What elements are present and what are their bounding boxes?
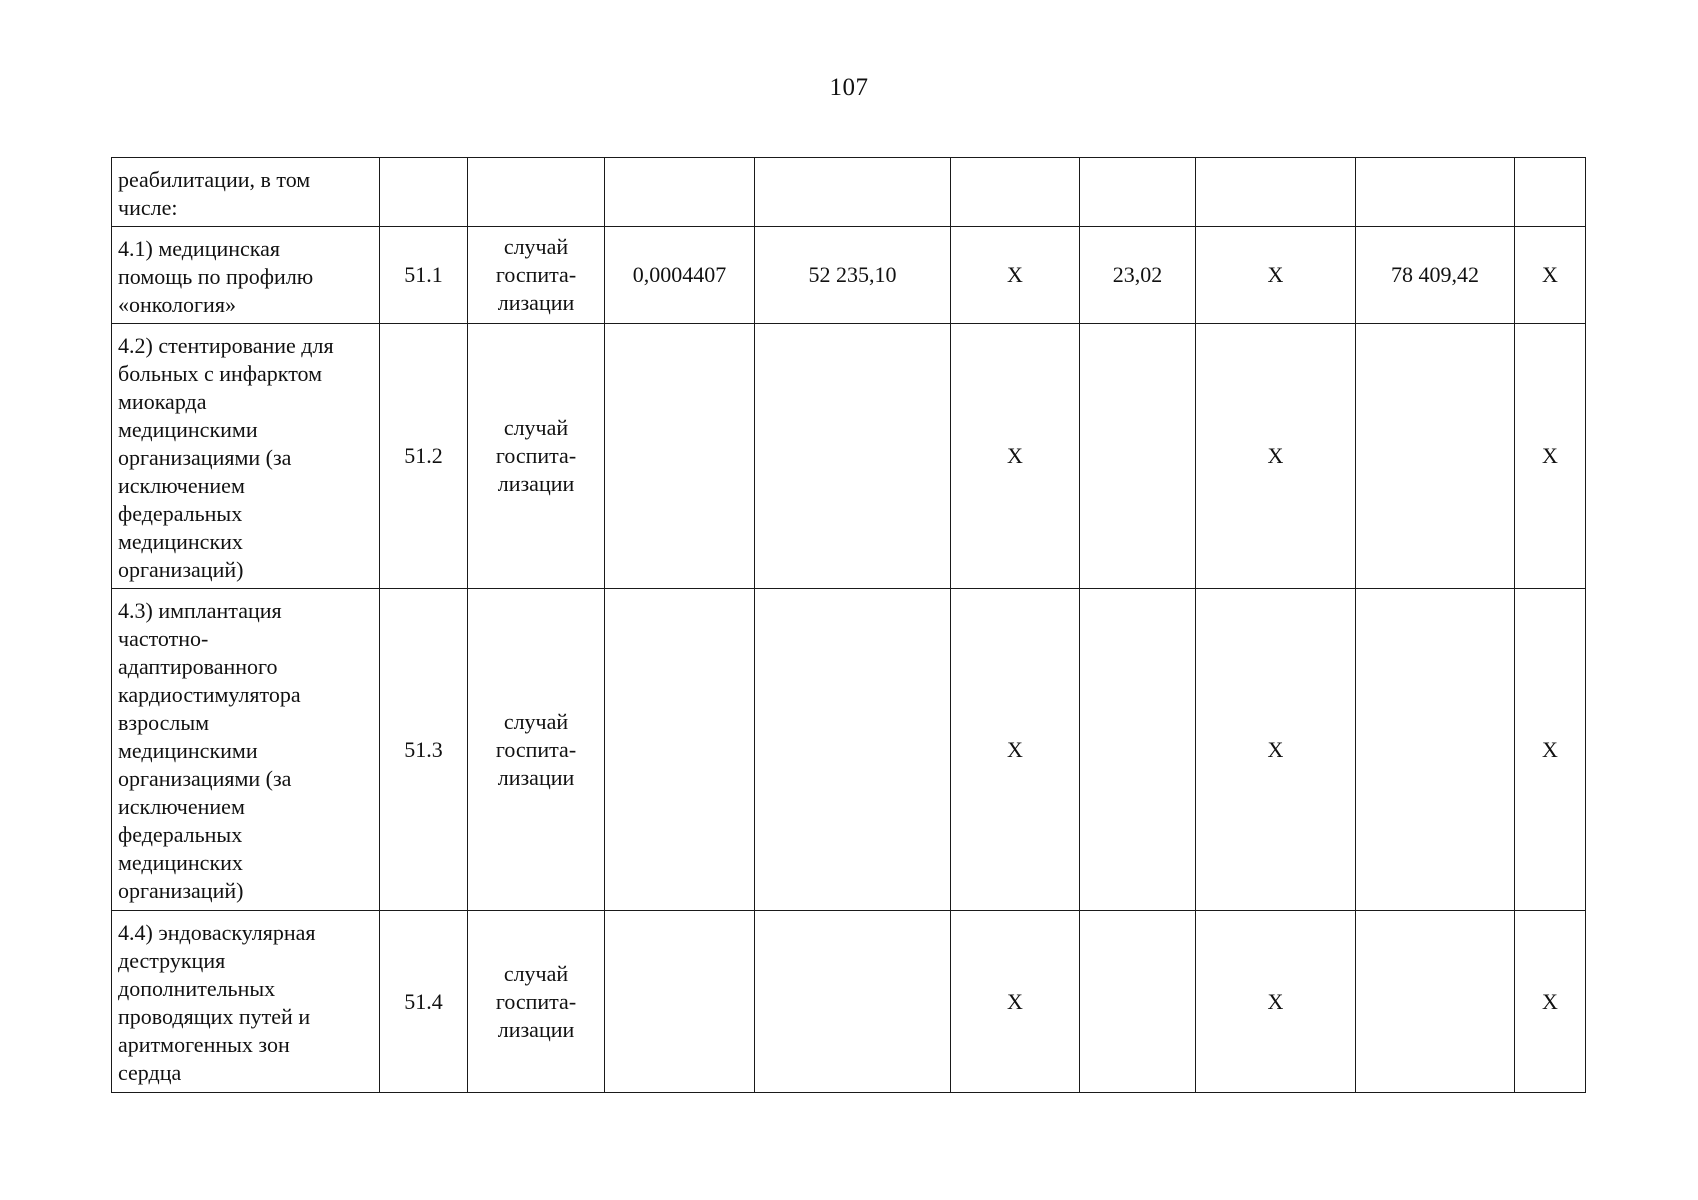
row-value-cell: X <box>1515 324 1586 589</box>
row-value-cell <box>1080 158 1196 227</box>
row-code-cell: 51.3 <box>380 589 468 911</box>
table-row <box>112 158 1586 227</box>
row-value-cell: 0,0004407 <box>605 227 755 324</box>
row-name-cell: 4.4) эндоваскулярная деструкция дополнительных проводящих путей и аритмогенных зон сердца <box>112 911 380 1093</box>
row-value-cell <box>755 589 951 911</box>
row-value-cell: X <box>951 589 1080 911</box>
row-value-cell: 52 235,10 <box>755 227 951 324</box>
row-value-cell <box>1356 589 1515 911</box>
row-unit-cell: случай госпита- лизации <box>468 911 605 1093</box>
row-value-cell: X <box>1515 589 1586 911</box>
row-code-cell <box>380 158 468 227</box>
table-row <box>112 324 1586 589</box>
row-value-cell: X <box>951 911 1080 1093</box>
table-row <box>112 911 1586 1093</box>
row-value-cell: 23,02 <box>1080 227 1196 324</box>
row-value-cell: X <box>1196 324 1356 589</box>
row-code-cell: 51.1 <box>380 227 468 324</box>
row-unit-cell: случай госпита- лизации <box>468 324 605 589</box>
row-value-cell <box>755 324 951 589</box>
row-name-cell: 4.3) имплантация частотно- адаптированного кардиостимулятора взрослым медицинскими организациями (за исключением федеральных медицинских организаций) <box>112 589 380 911</box>
row-value-cell <box>1356 158 1515 227</box>
row-value-cell: X <box>1196 589 1356 911</box>
row-value-cell <box>605 158 755 227</box>
row-value-cell: X <box>1196 227 1356 324</box>
row-code-cell: 51.2 <box>380 324 468 589</box>
table-row <box>112 589 1586 911</box>
row-value-cell <box>1356 911 1515 1093</box>
row-value-cell <box>755 911 951 1093</box>
row-value-cell <box>605 589 755 911</box>
table-row <box>112 227 1586 324</box>
row-value-cell: X <box>1515 911 1586 1093</box>
row-name-cell: 4.2) стентирование для больных с инфарктом миокарда медицинскими организациями (за исключением федеральных медицинских организаций) <box>112 324 380 589</box>
row-value-cell <box>951 158 1080 227</box>
row-unit-cell: случай госпита- лизации <box>468 589 605 911</box>
row-value-cell: X <box>1515 227 1586 324</box>
row-value-cell <box>755 158 951 227</box>
row-value-cell <box>605 911 755 1093</box>
row-name-cell: 4.1) медицинская помощь по профилю «онкология» <box>112 227 380 324</box>
row-value-cell <box>1196 158 1356 227</box>
row-value-cell: 78 409,42 <box>1356 227 1515 324</box>
row-value-cell <box>1080 911 1196 1093</box>
row-unit-cell: случай госпита- лизации <box>468 227 605 324</box>
row-value-cell <box>1080 589 1196 911</box>
row-value-cell <box>605 324 755 589</box>
row-value-cell: X <box>951 324 1080 589</box>
row-value-cell: X <box>951 227 1080 324</box>
row-value-cell <box>1356 324 1515 589</box>
row-name-cell: реабилитации, в том числе: <box>112 158 380 227</box>
row-value-cell: X <box>1196 911 1356 1093</box>
page-number: 107 <box>829 74 869 101</box>
data-table <box>111 157 1586 1093</box>
row-value-cell <box>1080 324 1196 589</box>
row-code-cell: 51.4 <box>380 911 468 1093</box>
row-value-cell <box>1515 158 1586 227</box>
row-unit-cell <box>468 158 605 227</box>
